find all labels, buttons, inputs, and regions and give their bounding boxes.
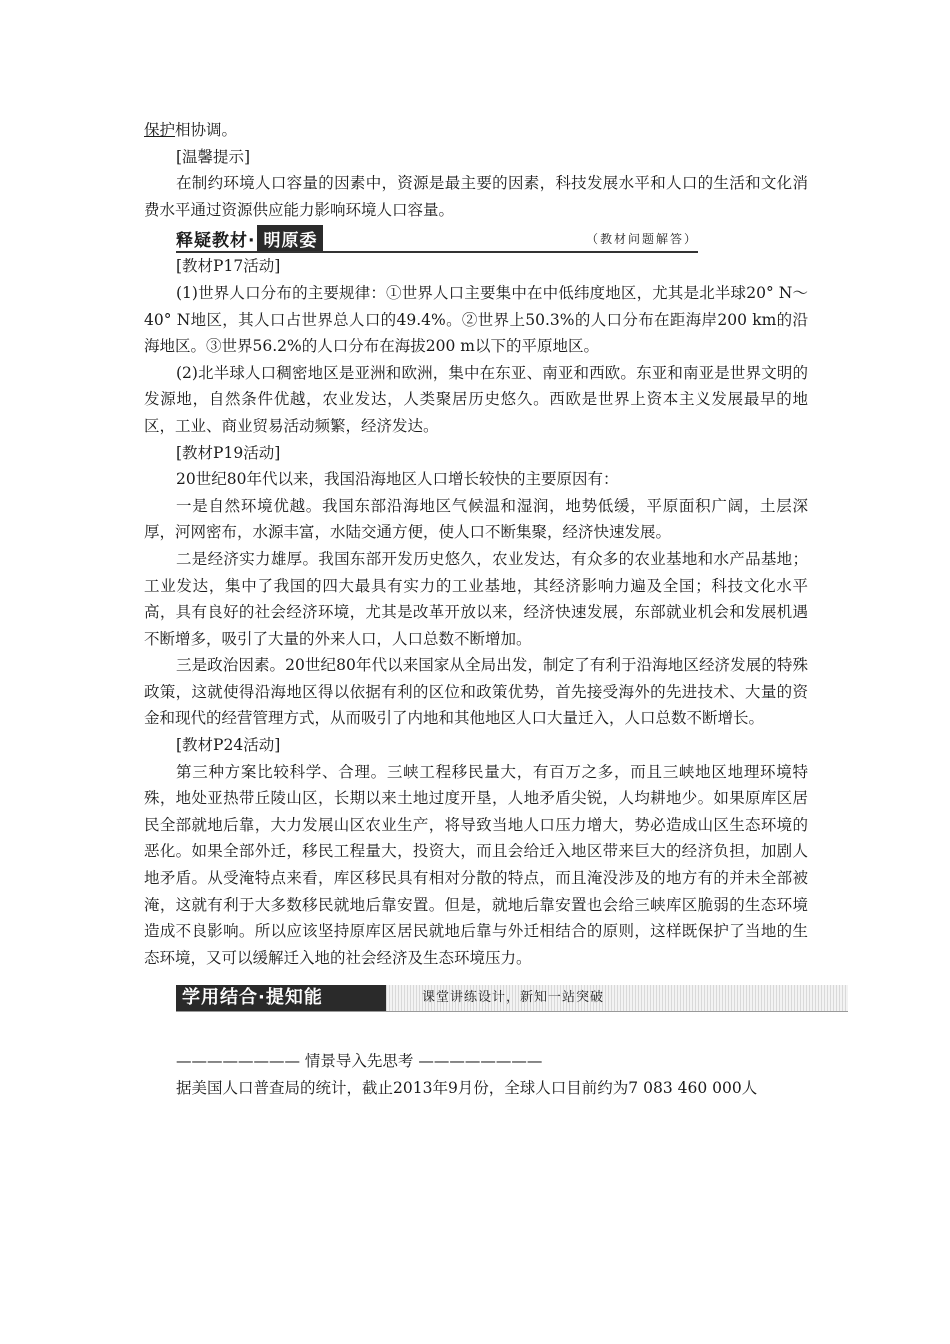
underlined-word: 保护 — [144, 121, 176, 139]
intro-line-rest: 相协调。 — [175, 121, 238, 139]
banner-subtitle: 课堂讲练设计，新知一站突破 — [422, 990, 605, 1006]
tip-label: [温馨提示] — [176, 147, 251, 166]
section-paragraph: 一是自然环境优越。我国东部沿海地区气候温和湿润，地势低缓，平原面积广阔，土层深厚，河网密布，水源丰富，水陆交通方便，使人口不断集聚，经济快速发展。 — [144, 496, 808, 542]
banner-subtitle: （教材问题解答） — [585, 232, 698, 247]
section-paragraph: 第三种方案比较科学、合理。三峡工程移民量大，有百万之多，而且三峡地区地理环境特殊，地处亚热带丘陵山区，长期以来土地过度开垦，人地矛盾尖锐，人均耕地少。如果原库区居民全部就地后靠，大力发展山区农业生产，将导致当地人口压力增大，势必造成山区生态环境的恶化。如果全部外迁，移民工程量大，投资大，而且会给迁入地区带来巨大的经济负担，加剧人地矛盾。从受淹特点来看，库区移民具有相对分散的特点，而且淹没涉及的地方有的并未全部被淹，这就有利于大多数移民就地后靠安置。但是，就地后靠安置也会给三峡库区脆弱的生态环境造成不良影响。所以应该坚持原库区居民就地后靠与外迁相结合的原则，这样既保护了当地的生态环境，又可以缓解迁入地的社会经济及生态环境压力。 — [144, 762, 808, 967]
section-label: [教材P17活动] — [176, 257, 281, 276]
section-paragraph: 三是政治因素。20世纪80年代以来国家从全局出发，制定了有利于沿海地区经济发展的特殊政策，这就使得沿海地区得以依据有利的区位和政策优势，首先接受海外的先进技术、大量的资金和现代的经营管理方式，从而吸引了内地和其他地区人口大量迁入，人口总数不断增长。 — [144, 656, 808, 728]
intro-line — [144, 117, 808, 144]
section-paragraph: (1)世界人口分布的主要规律：①世界人口主要集中在中低纬度地区，尤其是北半球20° N～40° N地区，其人口占世界总人口的49.4%。②世界上50.3%的人口分布在距海岸200 km的沿海地区。③世界56.2%的人口分布在海拔200 m以下的平原地区。 — [144, 283, 808, 356]
section-paragraph: 二是经济实力雄厚。我国东部开发历史悠久，农业发达，有众多的农业基地和水产品基地；工业发达，集中了我国的四大最具有实力的工业基地，其经济影响力遍及全国；科技文化水平高，具有良好的社会经济环境，尤其是改革开放以来，经济快速发展，东部就业机会和发展机遇不断增多，吸引了大量的外来人口，人口总数不断增加。 — [144, 549, 808, 648]
scene-heading: ———————— 情景导入先思考 ———————— — [176, 1052, 543, 1071]
tip-text: 在制约环境人口容量的因素中，资源是最主要的因素，科技发展水平和人口的生活和文化消费水平通过资源供应能力影响环境人口容量。 — [144, 174, 808, 219]
section-paragraph: 20世纪80年代以来，我国沿海地区人口增长较快的主要原因有： — [176, 470, 619, 489]
banner-title-dark: 明原委 — [257, 225, 323, 252]
banner-rule — [176, 251, 698, 253]
section-banner-practice — [176, 985, 848, 1012]
document-page — [144, 117, 808, 1102]
banner-title: 学用结合·提知能 — [176, 985, 386, 1011]
banner-title — [176, 225, 323, 252]
section-label: [教材P19活动] — [176, 443, 281, 462]
section-label: [教材P24活动] — [176, 736, 281, 755]
banner-title-left: 释疑教材· — [176, 231, 256, 252]
scene-text: 据美国人口普查局的统计，截止2013年9月份，全球人口目前约为7 083 460 000人 — [176, 1079, 758, 1097]
section-paragraph: (2)北半球人口稠密地区是亚洲和欧洲，集中在东亚、南亚和西欧。东亚和南亚是世界文明的发源地，自然条件优越，农业发达，人类聚居历史悠久。西欧是世界上资本主义发展最早的地区，工业、商业贸易活动频繁，经济发达。 — [144, 363, 808, 435]
section-banner-explain — [176, 223, 698, 253]
